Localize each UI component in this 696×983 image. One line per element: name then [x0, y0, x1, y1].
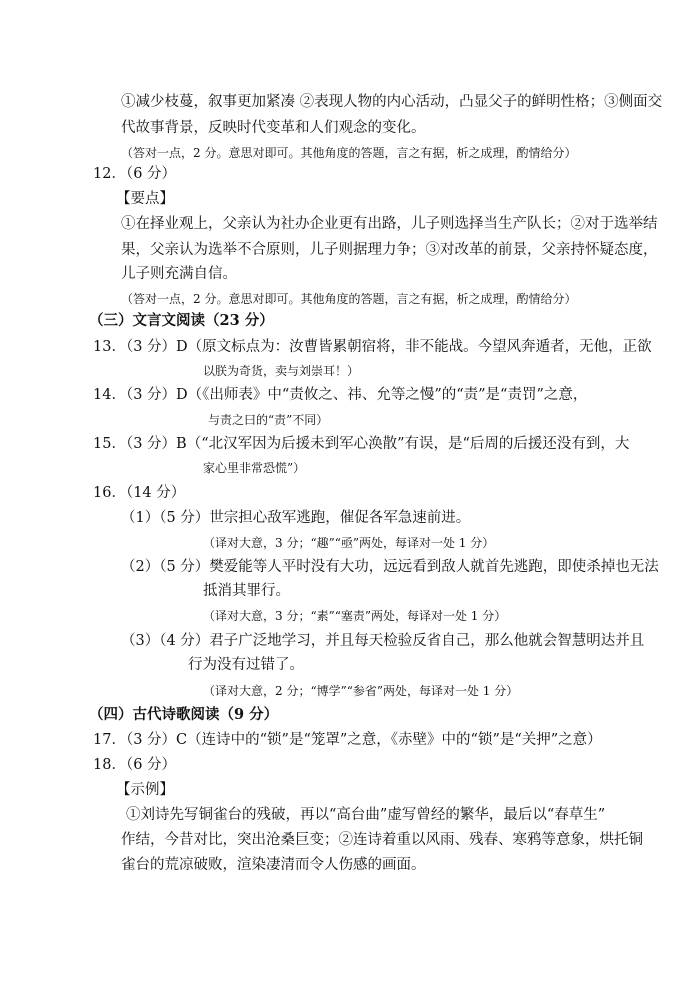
answer-16-3-line-2: 行为没有过错了。	[188, 657, 304, 673]
question-14-continuation: 与责之曰的“责”不同）	[208, 413, 329, 427]
answer-18-line-2: 作结，今昔对比，突出沧桑巨变；②连诗着重以风雨、残春、寒鸦等意象，烘托铜	[121, 832, 643, 848]
answer-16-1: （1）（5 分）世宗担心敌军逃跑，催促各军急速前进。	[121, 510, 471, 526]
question-13-continuation: 以朕为奇货，卖与刘崇耳！）	[203, 364, 360, 378]
question-17: 17．（3 分）C（连诗中的“锁”是“笼罩”之意，《赤壁》中的“锁”是“关押”之意）	[93, 732, 602, 748]
question-13: 13．（3 分）D（原文标点为：汝曹皆累朝宿将，非不能战。今望风奔遁者，无他，正欲	[93, 339, 652, 355]
question-15-continuation: 家心里非常恐慌”）	[203, 461, 306, 475]
example-label: 【示例】	[116, 782, 174, 798]
question-16-heading: 16．（14 分）	[93, 485, 186, 501]
section-3-heading: （三）文言文阅读（23 分）	[89, 312, 274, 329]
answer-12-line-2: 果，父亲认为选举不合原则，儿子则据理力争；③对改革的前景，父亲持怀疑态度，	[121, 242, 658, 258]
answer-16-2-line-1: （2）（5 分）樊爱能等人平时没有大功，远远看到敌人就首先逃跑，即使杀掉也无法	[121, 559, 659, 575]
answer-16-3-line-1: （3）（4 分）君子广泛地学习，并且每天检验反省自己，那么他就会智慧明达并且	[121, 633, 645, 649]
answer-18-line-3: 雀台的荒凉破败，渲染凄清而令人伤感的画面。	[121, 857, 426, 873]
answer-12-line-3: 儿子则充满自信。	[121, 266, 237, 282]
key-points-label: 【要点】	[116, 191, 174, 207]
answer-18-line-1: ①刘诗先写铜雀台的残破，再以“高台曲”虚写曾经的繁华，最后以“春草生”	[126, 807, 606, 823]
question-14: 14．（3 分）D（《出师表》中“责攸之、祎、允等之慢”的“责”是“责罚”之意，	[93, 387, 588, 403]
answer-11-line-1: ①减少枝蔓，叙事更加紧凑 ②表现人物的内心活动，凸显父子的鲜明性格；③侧面交	[121, 94, 663, 110]
grading-note: （译对大意，3 分；“趣”“亟”两处，每译对一处 1 分）	[203, 536, 495, 550]
answer-16-2-line-2: 抵消其罪行。	[203, 583, 290, 599]
grading-note: （答对一点，2 分。意思对即可。其他角度的答题，言之有据，析之成理，酌情给分）	[121, 292, 577, 306]
answer-12-line-1: ①在择业观上，父亲认为社办企业更有出路，儿子则选择当生产队长；②对于选举结	[121, 216, 658, 232]
grading-note: （译对大意，3 分；“素”“塞责”两处，每译对一处 1 分）	[203, 609, 507, 623]
grading-note: （答对一点，2 分。意思对即可。其他角度的答题，言之有据，析之成理，酌情给分）	[121, 146, 577, 160]
answer-11-line-2: 代故事背景，反映时代变革和人们观念的变化。	[121, 120, 426, 136]
grading-note: （译对大意，2 分；“博学”“参省”两处，每译对一处 1 分）	[203, 684, 519, 698]
section-4-heading: （四）古代诗歌阅读（9 分）	[89, 706, 279, 723]
question-12-heading: 12．（6 分）	[93, 166, 177, 182]
question-18-heading: 18．（6 分）	[93, 757, 177, 773]
question-15: 15．（3 分）B（“北汉军因为后援未到军心涣散”有误，是“后周的后援还没有到，大	[93, 436, 630, 452]
